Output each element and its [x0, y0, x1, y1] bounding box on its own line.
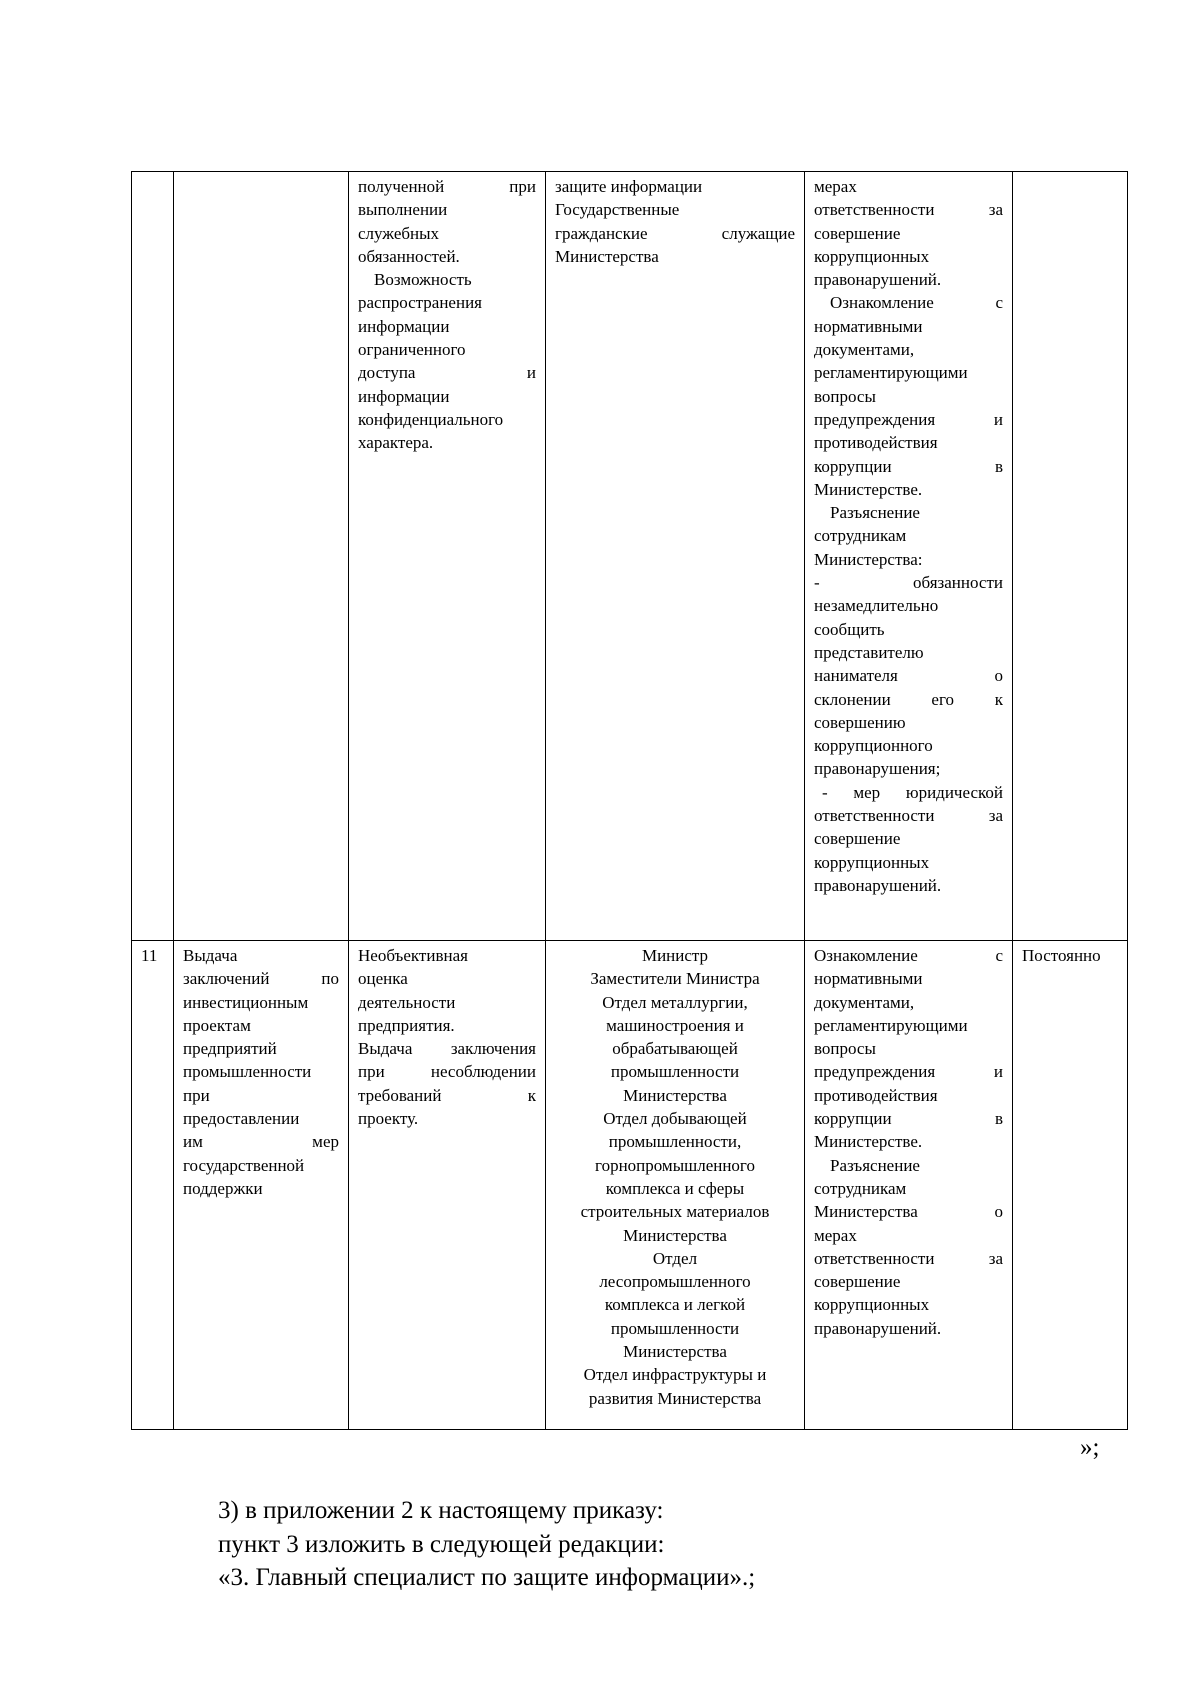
cell-text-line: полученной при	[358, 177, 536, 196]
cell-text-line: Выдача	[183, 946, 238, 965]
amendment-line-1: 3) в приложении 2 к настоящему приказу:	[218, 1497, 664, 1524]
cell-text-line: Министерства	[623, 1342, 727, 1362]
cell-text-line: деятельности	[358, 992, 456, 1012]
measures-table	[131, 171, 1128, 1430]
cell-text-line: гражданские служащие	[555, 223, 795, 243]
cell-text-line: ограниченного	[358, 340, 466, 360]
cell-text-line: распространения	[358, 293, 482, 313]
cell-text-line: горнопромышленного	[595, 1155, 755, 1175]
cell-text-line: промышленности	[610, 1318, 740, 1338]
cell-text-line: правонарушений.	[814, 875, 942, 895]
cell-text-line: противодействия	[814, 433, 938, 453]
cell-text-line: проекту.	[358, 1109, 419, 1129]
cell-text-line: ответственности за	[814, 806, 1003, 826]
cell-text-line: Отдел	[652, 1248, 698, 1268]
cell-text-line: нанимателя о	[814, 666, 1003, 686]
cell-text-line: правонарушения;	[814, 759, 941, 779]
cell-text-line: заключений по	[183, 969, 339, 989]
cell-text-line: правонарушений.	[814, 1318, 942, 1338]
cell-text-line: проектам	[183, 1015, 251, 1035]
cell-text-line: при несоблюдении	[358, 1062, 536, 1082]
cell-text-line: нормативными	[814, 316, 923, 336]
risk-cell	[349, 172, 546, 941]
cell-text-line: регламентирующими	[814, 363, 968, 383]
risk-cell	[349, 941, 546, 1430]
positions-cell	[546, 172, 805, 941]
cell-text-line: Министерства	[555, 246, 659, 266]
amendment-line-2: пункт 3 изложить в следующей редакции:	[218, 1530, 665, 1558]
cell-text-line: при	[183, 1085, 210, 1105]
cell-text-line: совершению	[814, 712, 906, 732]
measures-cell	[805, 941, 1013, 1430]
cell-text-line: вопросы	[814, 1039, 876, 1059]
cell-text-line: предприятий	[183, 1039, 277, 1059]
cell-text-line: комплекса и сферы	[605, 1178, 745, 1198]
cell-text-line: машиностроения и	[606, 1015, 744, 1035]
cell-text-line: документами,	[814, 340, 915, 360]
cell-text-line: коррупции в	[814, 456, 1003, 476]
amendment-line-3: «3. Главный специалист по защите информации».;	[218, 1564, 756, 1591]
cell-text-line: защите информации	[555, 177, 703, 196]
cell-text-line: регламентирующими	[814, 1015, 968, 1035]
cell-text-line: совершение	[814, 829, 901, 849]
cell-text-line: промышленности,	[608, 1132, 742, 1152]
cell-text-line: мерах	[814, 1225, 857, 1245]
cell-text-line: - мер юридической	[822, 782, 1003, 802]
cell-text-line: Министерства о	[814, 1202, 1003, 1222]
cell-text-line: представителю	[814, 642, 924, 662]
cell-text-line: Ознакомление с	[830, 293, 1003, 313]
cell-text-line: коррупционного	[814, 736, 933, 756]
cell-text-line: ответственности за	[814, 1248, 1003, 1268]
term-cell	[1013, 172, 1128, 941]
cell-text-line: коррупции в	[814, 1109, 1003, 1129]
positions-cell	[546, 941, 805, 1430]
cell-text-line: комплекса и легкой	[604, 1295, 746, 1315]
cell-text-line: промышленности	[610, 1062, 740, 1082]
cell-text-line: строительных материалов	[580, 1202, 770, 1222]
cell-text-line: сотрудникам	[814, 526, 907, 546]
cell-text-line: Министерства	[623, 1085, 727, 1105]
cell-text-line: Необъективная	[358, 946, 468, 965]
cell-text-line: Государственные	[555, 200, 680, 220]
cell-text-line: вопросы	[814, 386, 876, 406]
cell-text-line: коррупционных	[814, 246, 930, 266]
cell-text-line: документами,	[814, 992, 915, 1012]
cell-text-line: инвестиционным	[183, 992, 309, 1012]
cell-text-line: лесопромышленного	[599, 1272, 751, 1292]
cell-text-line: промышленности	[183, 1062, 312, 1082]
cell-text-line: Министерства	[623, 1225, 727, 1245]
cell-text-line: требований к	[358, 1085, 536, 1105]
closing-quote: »;	[1080, 1434, 1100, 1461]
cell-text-line: поддержки	[183, 1178, 263, 1198]
cell-text-line: выполнении	[358, 200, 448, 220]
row-number-cell	[132, 172, 174, 941]
cell-text-line: информации	[358, 386, 450, 406]
cell-text-line: предприятия.	[358, 1015, 455, 1035]
cell-text-line: Заместители Министра	[590, 969, 760, 989]
cell-text-line: Министерстве.	[814, 479, 923, 499]
cell-text-line: коррупционных	[814, 852, 930, 872]
cell-text-line: Разъяснение	[830, 503, 920, 523]
cell-text-line: сообщить	[814, 619, 885, 639]
cell-text-line: Министр	[641, 946, 709, 965]
cell-text-line: обрабатывающей	[612, 1039, 738, 1059]
cell-text-line: конфиденциального	[358, 409, 504, 429]
cell-text-line: развития Министерства	[588, 1388, 762, 1408]
cell-text-line: совершение	[814, 223, 901, 243]
table-row	[132, 941, 1128, 1430]
cell-text-line: сотрудникам	[814, 1178, 907, 1198]
cell-text-line: Отдел металлургии,	[602, 992, 748, 1012]
cell-text-line: информации	[358, 316, 450, 336]
cell-text-line: Министерстве.	[814, 1132, 923, 1152]
cell-text-line: предупреждения и	[814, 1062, 1003, 1082]
process-cell	[174, 172, 349, 941]
cell-text-line: Разъяснение	[830, 1155, 920, 1175]
cell-text-line: характера.	[358, 433, 434, 453]
cell-text-line: Министерства:	[814, 549, 923, 569]
measures-cell	[805, 172, 1013, 941]
cell-text-line: предупреждения и	[814, 409, 1003, 429]
cell-text-line: предоставлении	[183, 1109, 300, 1129]
cell-text-line: - обязанности	[814, 573, 1003, 593]
process-cell	[174, 941, 349, 1430]
cell-text-line: обязанностей.	[358, 246, 460, 266]
cell-text-line: ответственности за	[814, 200, 1003, 220]
cell-text-line: коррупционных	[814, 1295, 930, 1315]
cell-text-line: незамедлительно	[814, 596, 939, 616]
cell-text-line: мерах	[814, 177, 857, 196]
table-row	[132, 172, 1128, 941]
cell-text-line: оценка	[358, 969, 408, 989]
cell-text-line: Ознакомление с	[814, 946, 1003, 965]
cell-text-line: противодействия	[814, 1085, 938, 1105]
cell-text-line: государственной	[183, 1155, 305, 1175]
cell-text-line: склонении его к	[814, 689, 1003, 709]
cell-text-line: правонарушений.	[814, 270, 942, 290]
cell-text-line: Выдача заключения	[358, 1039, 536, 1059]
cell-text-line: нормативными	[814, 969, 923, 989]
term-cell: Постоянно	[1013, 941, 1128, 1430]
cell-text-line: доступа и	[358, 363, 536, 383]
amendment-paragraph	[218, 1494, 755, 1595]
row-number-cell: 11	[132, 941, 174, 1430]
cell-text-line: Отдел инфраструктуры и	[583, 1365, 767, 1385]
cell-text-line: совершение	[814, 1272, 901, 1292]
cell-text-line: служебных	[358, 223, 440, 243]
cell-text-line: Отдел добывающей	[603, 1109, 747, 1129]
cell-text-line: Возможность	[374, 270, 472, 290]
cell-text-line: им мер	[183, 1132, 339, 1152]
